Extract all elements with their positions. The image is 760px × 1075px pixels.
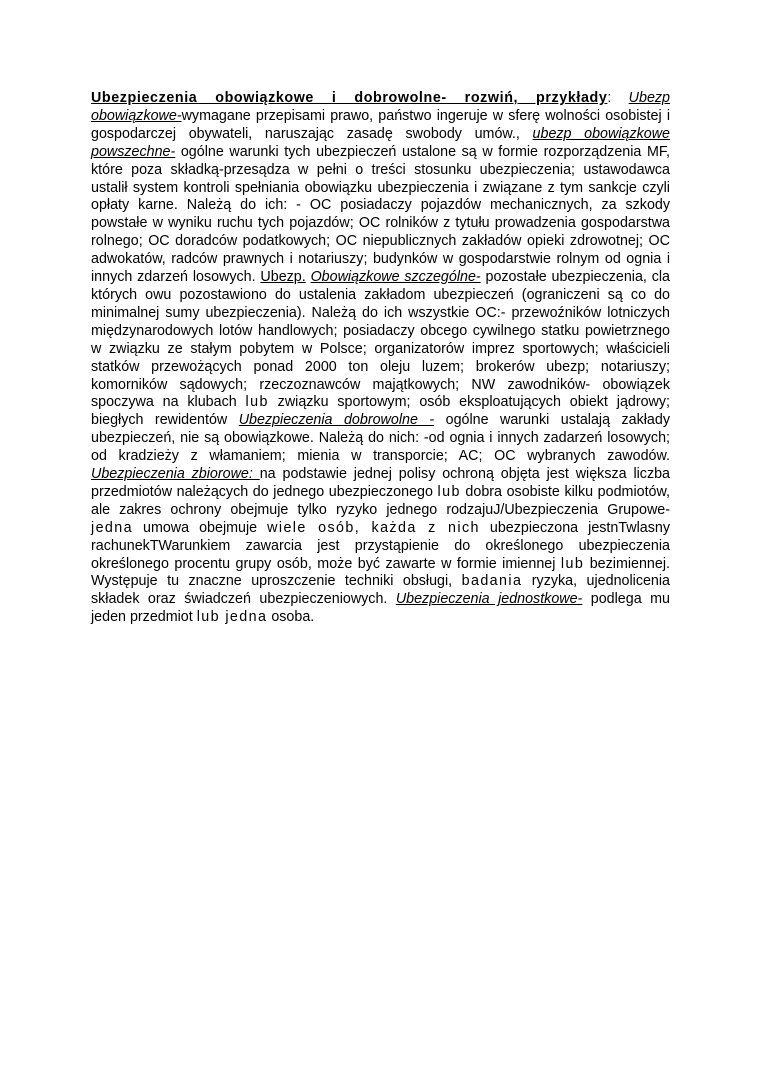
text-segment: wymagane przepisami prawo, państwo ingeruje w sferę wolności osobistej i gospodarczej obywateli, naruszając zasadę swobody umów.,	[91, 107, 670, 142]
text-segment: Ubezpieczenia zbiorowe:	[91, 466, 260, 483]
text-segment: podlega mu jeden przedmiot	[91, 591, 670, 626]
text-segment: bezimiennej. Występuje tu znaczne uproszczenie techniki obsługi,	[91, 555, 670, 590]
text-segment: osoba.	[267, 609, 315, 626]
text-segment: lub	[560, 555, 585, 572]
text-segment: lub	[437, 483, 461, 500]
text-segment: ubezp obowiązkowe powszechne-	[91, 125, 670, 160]
text-segment: ogólne warunki tych ubezpieczeń ustalone są w formie rozporządzenia MF, które poza składką-przesądza w pełni o treści stosunku ubezpieczenia; ustawodawca ustalił system kontroli spełniania obowiązku ubezpieczenia i związane z tym sankcje czyli opłaty karne. Należą do ich: - OC posiadaczy pojazdów mechanicznych, za szkody powstałe w wyniku ruchu tych pojazdów; OC rolników z tytułu prowadzenia gospodarstwa rolnego; OC doradców podatkowych; OC niepublicznych zakładów opieki zdrowotnej; OC adwokatów, radców prawnych i notariuszy; budynków w gospodarstwie rolnym od ognia i innych zdarzeń losowych.	[91, 143, 670, 286]
text-segment: na podstawie jednej polisy ochroną objęta jest większa liczba przedmiotów należących do jednego ubezpieczonego	[91, 466, 670, 500]
text-segment: ogólne warunki ustalają zakłady ubezpieczeń, nie są obowiązkowe. Należą do nich: -od ognia i innych zadarzeń losowych; od kradzieży z włamaniem; mienia w transporcie; AC; OC wybranych zawodów.	[91, 412, 670, 465]
text-segment: dobra osobiste kilku podmiotów, ale zakres ochrony obejmuje tylko ryzyko jednego rodzajuJ/Ubezpieczenia Grupowe-	[91, 483, 670, 518]
text-segment: Ubezpieczenia jednostkowe-	[395, 591, 583, 608]
text-segment: pozostałe ubezpieczenia, cla których owu pozostawiono do ustalenia zakładom ubezpieczeń (ograniczeni są co do minimalnej sumy ubezpieczenia). Należą do ich wszystkie OC:- przewoźników lotniczych międzynarodowych lotów handlowych; posiadaczy obcego cywilnego statku powietrznego w związku ze stałym pobytem w Polsce; organizatorów imprez sportowych; właścicieli statków przewożących ponad 2000 ton oleju luzem; brokerów ubezp; notariuszy; komorników sądowych; rzeczoznawców majątkowych; NW zawodników- obowiązek spoczywa na klubach	[91, 269, 670, 411]
text-segment: Ubezp obowiązkowe-	[91, 90, 670, 124]
text-segment: wiele osób, każda z nich	[267, 519, 480, 536]
text-segment: Ubezpieczenia dobrowolne -	[238, 412, 435, 429]
text-segment: jedna	[91, 519, 133, 536]
text-segment: lub jedna	[196, 609, 268, 626]
text-segment: związku sportowym; osób eksploatujących obiekt jądrowy; biegłych rewidentów	[91, 394, 671, 429]
text-segment: Ubezp.	[260, 269, 306, 286]
text-segment: Obowiązkowe szczególne-	[310, 269, 481, 286]
text-segment: Ubezpieczenia obowiązkowe i dobrowolne- rozwiń, przykłady	[91, 90, 608, 106]
text-segment: :	[607, 90, 629, 106]
text-segment: ubezpieczona jestnTwlasny rachunekTWarunkiem zawarcia jest przystąpienie do określonego ubezpieczenia określonego procentu grupy osób, może być zawarte w formie imiennej	[91, 519, 670, 572]
text-segment: ryzyka, ujednolicenia składek oraz świadczeń ubezpieczeniowych.	[91, 573, 670, 608]
document-text	[91, 90, 670, 627]
text-segment: badania	[461, 573, 523, 590]
text-segment: lub	[245, 394, 269, 411]
text-segment: umowa obejmuje	[132, 519, 268, 536]
